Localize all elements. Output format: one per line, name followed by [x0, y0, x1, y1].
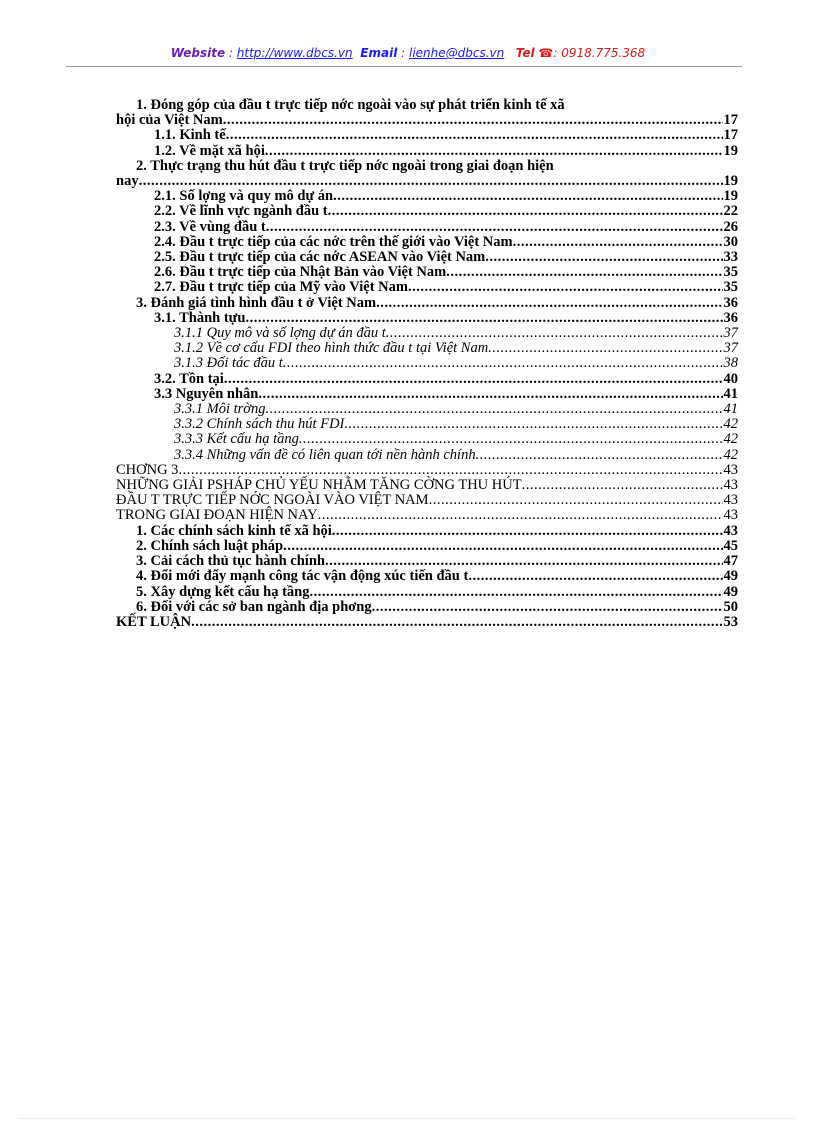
website-separator: : [225, 46, 237, 60]
email-separator: : [397, 46, 409, 60]
toc-entry-title: 1.2. Về mặt xã hội [154, 142, 265, 159]
toc-leader [191, 615, 722, 630]
toc-leader [283, 356, 723, 371]
toc-page: 22 [723, 203, 738, 220]
toc-entry[interactable] [116, 341, 738, 356]
toc-page: 17 [723, 127, 738, 144]
toc-entry-title: 2. Chính sách luật pháp [136, 537, 284, 554]
toc-entry-title: 2.6. Đầu t trực tiếp của Nhật Bản vào Việt Nam [154, 264, 447, 281]
toc-entry-title: 3.1.1 Quy mô và số lợng dự án đầu t [174, 325, 386, 342]
website-label: Website [170, 46, 226, 60]
toc-entry[interactable] [116, 296, 738, 311]
toc-entry-title: 3.1. Thành tựu [154, 309, 246, 326]
toc-leader [328, 204, 723, 219]
toc-entry[interactable] [116, 585, 738, 600]
toc-leader [266, 402, 723, 417]
toc-entry[interactable] [116, 250, 738, 265]
toc-entry-title: 2.7. Đầu t trực tiếp của Mỹ vào Việt Nam [154, 279, 408, 296]
toc-leader [468, 569, 722, 584]
toc-page: 45 [723, 537, 738, 554]
toc-page: 19 [723, 188, 738, 205]
toc-entry[interactable] [116, 569, 738, 584]
toc-page: 36 [723, 294, 738, 311]
toc-page: 35 [723, 264, 738, 281]
toc-page: 35 [723, 279, 738, 296]
toc-leader [266, 220, 723, 235]
toc-page: 43 [723, 477, 738, 494]
toc-leader [139, 174, 723, 189]
toc-entry-title: 3.2. Tồn tại [154, 370, 224, 387]
toc-leader [223, 113, 723, 128]
toc-entry[interactable] [116, 311, 738, 326]
toc-page: 26 [723, 218, 738, 235]
phone-icon: ☎ [538, 46, 554, 60]
toc-leader [325, 554, 723, 569]
toc-entry[interactable] [116, 128, 738, 143]
toc-page: 37 [723, 340, 738, 357]
toc-leader [178, 463, 722, 478]
toc-entry-title: 1. Các chính sách kinh tế xã hội [136, 522, 332, 539]
toc-page: 17 [723, 112, 738, 129]
toc-page: 36 [723, 309, 738, 326]
toc-page: 37 [723, 325, 738, 342]
toc-leader [265, 144, 723, 159]
toc-entry-title: TRONG GIAI ĐOẠN HIỆN NAY [116, 507, 318, 524]
toc-entry[interactable] [116, 387, 738, 402]
toc-page: 40 [723, 370, 738, 387]
toc-page: 50 [723, 598, 738, 615]
toc-page: 41 [723, 385, 738, 402]
toc-entry[interactable] [116, 417, 738, 432]
toc-entry[interactable] [116, 204, 738, 219]
toc-entry[interactable] [116, 554, 738, 569]
toc-entry-title: 2.1. Số lợng và quy mô dự án [154, 188, 334, 205]
toc-entry[interactable] [116, 189, 738, 204]
toc-leader [226, 128, 723, 143]
toc-leader [332, 524, 723, 539]
toc-entry[interactable] [116, 280, 738, 295]
toc-entry-line1: 1. Đóng góp của đầu t trực tiếp nớc ngoài vào sự phát triển kinh tế xã [136, 97, 565, 113]
toc-page: 33 [723, 249, 738, 266]
toc-entry-title: 3. Đánh giá tình hình đầu t ở Việt Nam [136, 294, 377, 311]
toc-leader [522, 478, 723, 493]
toc-entry[interactable] [116, 326, 738, 341]
toc-entry[interactable] [116, 508, 738, 523]
toc-entry[interactable] [116, 539, 738, 554]
toc-entry[interactable] [116, 144, 738, 159]
toc-page: 49 [723, 568, 738, 585]
toc-entry-title: 3. Cải cách thủ tục hành chính [136, 553, 325, 570]
toc-page: 42 [723, 446, 738, 463]
toc-entry[interactable] [116, 402, 738, 417]
toc-entry-title: 5. Xây dựng kết cấu hạ tầng [136, 583, 310, 600]
tel-label: Tel [515, 46, 535, 60]
toc-leader [245, 311, 722, 326]
toc-entry[interactable] [116, 356, 738, 371]
toc-leader [344, 417, 722, 432]
website-link[interactable]: http://www.dbcs.vn [236, 46, 353, 60]
email-label: Email [360, 46, 398, 60]
toc-entry-title: hội của Việt Nam [116, 112, 223, 129]
toc-entry[interactable] [116, 235, 738, 250]
toc-page: 47 [723, 553, 738, 570]
toc-entry-title: 3.1.3 Đối tác đầu t [174, 355, 283, 372]
toc-leader [258, 387, 722, 402]
toc-page: 41 [723, 401, 738, 418]
toc-page: 30 [723, 233, 738, 250]
toc-entry-title: 2.5. Đầu t trực tiếp của các nớc ASEAN vào Việt Nam [154, 249, 486, 266]
toc-entry[interactable] [116, 220, 738, 235]
toc-leader [446, 265, 722, 280]
toc-page: 43 [723, 522, 738, 539]
toc-leader [476, 448, 723, 463]
toc-entry[interactable] [116, 265, 738, 280]
toc-entry-title: 2.2. Về lĩnh vực ngành đầu t [154, 203, 328, 220]
toc-page: 43 [723, 492, 738, 509]
toc-page: 19 [723, 142, 738, 159]
toc-leader [429, 493, 723, 508]
toc-leader [299, 432, 723, 447]
toc-entry[interactable] [116, 113, 738, 128]
toc-entry[interactable] [116, 463, 738, 478]
toc-page: 19 [723, 173, 738, 190]
table-of-contents [116, 98, 738, 630]
toc-entry-title: 3.3.2 Chính sách thu hút FDI [174, 416, 345, 433]
toc-entry-title: NHỮNG GIẢI PSHÁP CHỦ YẾU NHẰM TĂNG CỜNG THU HÚT [116, 477, 522, 494]
toc-page: 42 [723, 431, 738, 448]
toc-page: 43 [723, 461, 738, 478]
toc-leader [485, 250, 722, 265]
toc-entry[interactable] [116, 448, 738, 463]
header-divider [66, 66, 742, 67]
toc-page: 49 [723, 583, 738, 600]
toc-leader [333, 189, 722, 204]
toc-leader [386, 326, 723, 341]
toc-entry-title: 6. Đối với các sở ban ngành địa phơng [136, 598, 372, 615]
toc-entry[interactable] [116, 600, 738, 615]
footer-divider [20, 1118, 796, 1119]
toc-entry-title: 3.3 Nguyên nhân [154, 385, 259, 402]
toc-leader [488, 341, 722, 356]
toc-entry-title: KẾT LUẬN [116, 613, 192, 630]
toc-entry-title: 2.3. Về vùng đầu t [154, 218, 266, 235]
toc-entry[interactable] [116, 432, 738, 447]
toc-leader [513, 235, 723, 250]
toc-page: 42 [723, 416, 738, 433]
toc-leader [283, 539, 722, 554]
toc-entry-title: nay [116, 173, 139, 190]
toc-entry[interactable] [116, 615, 738, 630]
toc-entry-title: 1.1. Kinh tế [154, 127, 226, 144]
toc-page: 43 [723, 507, 738, 524]
toc-page: 38 [723, 355, 738, 372]
toc-entry[interactable] [116, 174, 738, 189]
toc-entry-title: 4. Đổi mới đẩy mạnh công tác vận động xúc tiến đầu t [136, 568, 469, 585]
toc-page: 53 [723, 613, 738, 630]
toc-entry-title: 2.4. Đầu t trực tiếp của các nớc trên thế giới vào Việt Nam [154, 233, 513, 250]
toc-entry-title: CHƠNG 3 [116, 461, 179, 478]
toc-leader [318, 508, 723, 523]
toc-entry-title: 3.3.4 Những vấn đề có liên quan tới nền hành chính [174, 446, 476, 463]
toc-entry[interactable] [116, 372, 738, 387]
toc-leader [408, 280, 723, 295]
toc-leader [376, 296, 722, 311]
toc-leader [309, 585, 722, 600]
email-link[interactable]: lienhe@dbcs.vn [408, 46, 505, 60]
toc-entry[interactable] [116, 524, 738, 539]
toc-leader [224, 372, 723, 387]
toc-entry-title: 3.1.2 Về cơ cấu FDI theo hình thức đầu t tại Việt Nam [174, 340, 489, 357]
toc-entry-title: 3.3.3 Kết cấu hạ tầng [174, 431, 299, 448]
toc-entry-title: 3.3.1 Môi trờng [174, 401, 266, 418]
toc-leader [372, 600, 723, 615]
phone-number: : 0918.775.368 [553, 46, 646, 60]
page-header [0, 46, 816, 60]
toc-entry-line1: 2. Thực trạng thu hút đầu t trực tiếp nớc ngoài trong giai đoạn hiện [136, 157, 554, 174]
toc-entry-title: ĐẦU T TRỰC TIẾP NỚC NGOÀI VÀO VIỆT NAM [116, 492, 429, 509]
toc-entry[interactable] [116, 478, 738, 493]
